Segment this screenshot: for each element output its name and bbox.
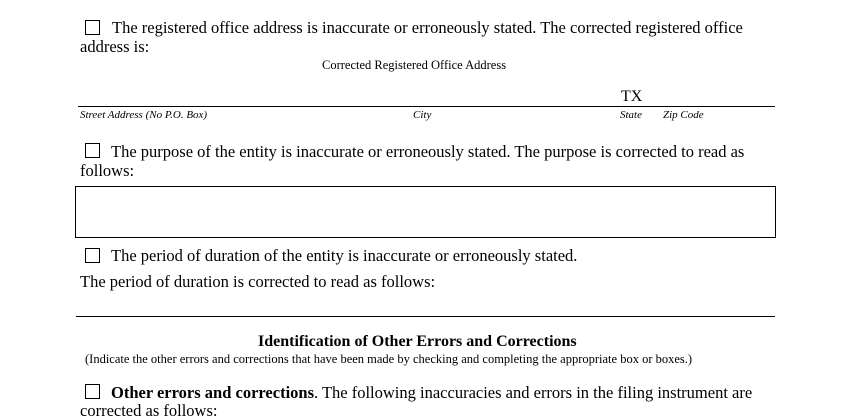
office-address-statement: The registered office address is inaccurate or erroneously stated. The corrected registered office: [112, 18, 743, 37]
other-errors-statement-rest: . The following inaccuracies and errors in the filing instrument are: [314, 383, 753, 402]
corrected-office-address-heading: Corrected Registered Office Address: [322, 58, 507, 72]
office-address-checkbox[interactable]: [85, 20, 100, 35]
purpose-statement: The purpose of the entity is inaccurate or erroneously stated. The purpose is corrected to read as: [111, 142, 745, 161]
purpose-text-field[interactable]: [75, 186, 776, 238]
office-address-statement-cont: address is:: [80, 37, 150, 56]
duration-statement-cont: The period of duration is corrected to read as follows:: [80, 272, 436, 291]
duration-checkbox[interactable]: [85, 248, 100, 263]
purpose-checkbox[interactable]: [85, 143, 100, 158]
other-errors-instructions: (Indicate the other errors and corrections that have been made by checking and completing the appropriate box or boxes.): [85, 352, 693, 366]
other-errors-statement: [111, 383, 752, 402]
state-label: State: [620, 109, 642, 121]
duration-line[interactable]: [76, 316, 775, 317]
address-line[interactable]: [78, 106, 775, 107]
other-errors-heading: Identification of Other Errors and Corrections: [258, 333, 577, 350]
state-value: TX: [621, 88, 643, 105]
zip-code-label: Zip Code: [663, 109, 704, 121]
other-errors-checkbox[interactable]: [85, 384, 100, 399]
purpose-statement-cont: follows:: [80, 161, 135, 180]
other-errors-statement-cont: corrected as follows:: [80, 401, 218, 420]
street-address-label: Street Address (No P.O. Box): [80, 109, 208, 121]
duration-statement: The period of duration of the entity is inaccurate or erroneously stated.: [111, 246, 578, 265]
other-errors-bold-lead: Other errors and corrections: [111, 383, 314, 402]
city-label: City: [413, 109, 432, 121]
